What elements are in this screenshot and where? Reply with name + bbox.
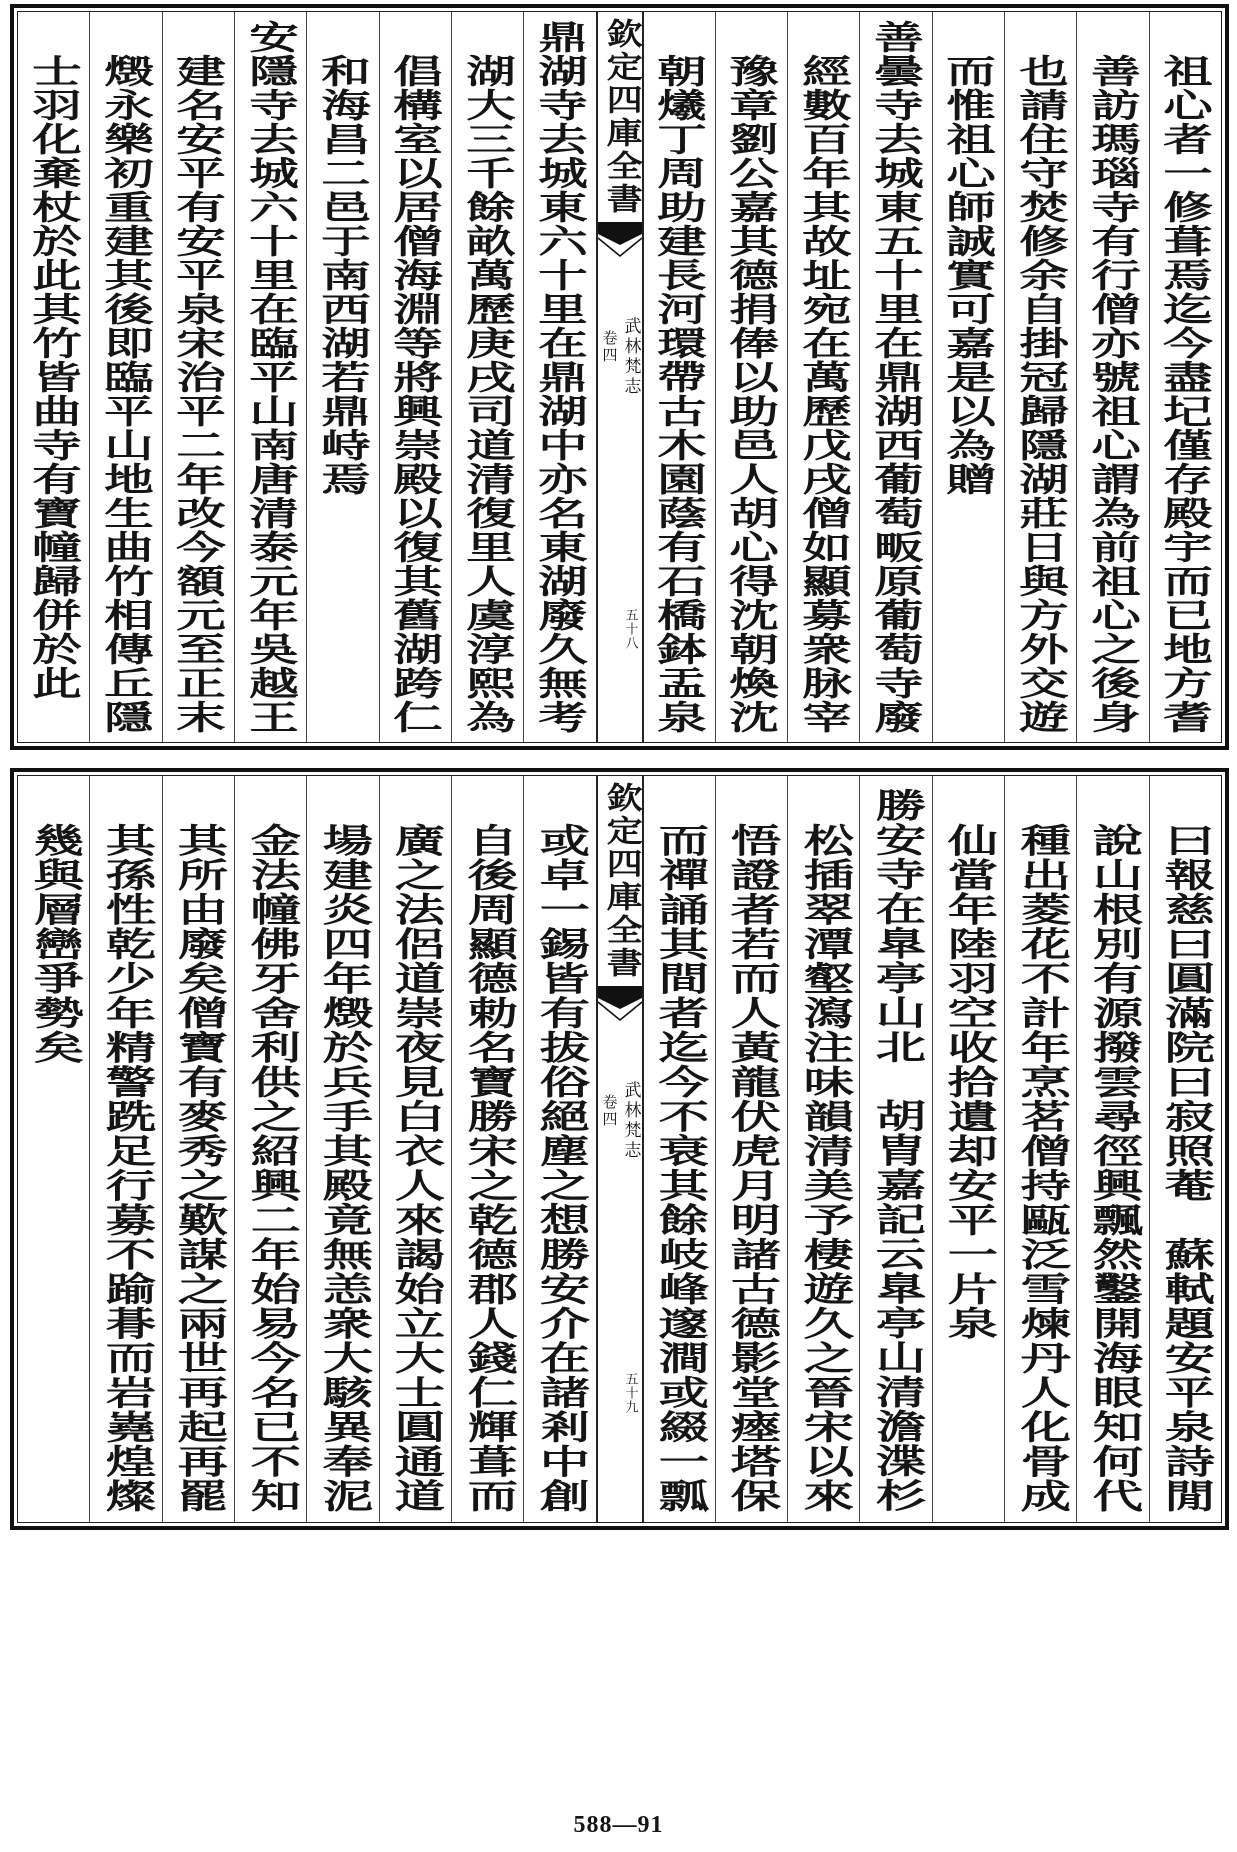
text-column (716, 776, 788, 1522)
text-column (18, 776, 90, 1522)
top-leaf-panel (10, 4, 1229, 750)
text-column (788, 12, 860, 742)
column-text: 勝安寺在臯亭山北 胡胄嘉記云臯亭山清澹渫杉 (867, 788, 926, 1513)
bottom-leaf-right-half (644, 776, 1222, 1522)
column-text: 其所由廢矣僧寶有麥秀之歎謀之兩世再起再罷 (169, 822, 228, 1513)
fold-leaf-number: 五十八 (622, 608, 638, 650)
column-text: 仙當年陸羽空收拾遺却安平一片泉 (939, 822, 999, 1340)
top-leaf-fold-center (596, 12, 644, 742)
text-column (307, 12, 379, 742)
text-column (90, 12, 162, 742)
column-text: 祖心者一修葺焉迄今盡圮僅存殿宇而已地方耆 (1156, 54, 1215, 734)
bottom-leaf-panel (10, 768, 1229, 1530)
text-column (1005, 776, 1077, 1522)
fold-book-title: 欽定四庫全書 (599, 18, 642, 216)
column-text: 金法幢佛牙舍利供之紹興二年始易今名已不知 (241, 822, 301, 1513)
text-column (90, 776, 162, 1522)
column-text: 廣之法侶道崇夜見白衣人來謁始立大士圓通道 (386, 822, 445, 1513)
text-column (380, 776, 452, 1522)
column-text: 說山根別有源撥雲尋徑興飄然鑿開海眼知何代 (1084, 822, 1143, 1513)
column-text: 豫章劉公嘉其德捐俸以助邑人胡心得沈朝煥沈 (722, 54, 781, 734)
text-column (1077, 776, 1149, 1522)
text-column (524, 776, 595, 1522)
bottom-leaf-fold-center (596, 776, 644, 1522)
column-text: 其孫性乾少年精警跣足行募不踰朞而岩嶤煌燦 (97, 822, 156, 1513)
column-text: 經數百年其故址宛在萬歷戊戌僧如顯募衆脉宰 (794, 54, 854, 734)
fold-volume: 卷四 (600, 1094, 619, 1128)
column-text: 或卓一錫皆有拔俗絕塵之想勝安介在諸剎中創 (530, 822, 590, 1513)
text-column (1150, 776, 1221, 1522)
column-text: 倡構室以居僧海淵等將興崇殿以復其舊湖跨仁 (385, 54, 445, 734)
fold-work-title: 武林梵志 (620, 1081, 641, 1161)
column-text: 朝爔丁周助建長河環帶古木園蔭有石橋鉢盂泉 (649, 54, 709, 734)
text-column (644, 776, 716, 1522)
column-text: 湖大三千餘畝萬歷庚戌司道清復里人虞淳熙為 (458, 54, 517, 734)
column-text: 建名安平有安平泉宋治平二年改今額元至正末 (169, 54, 228, 734)
bottom-leaf-frame (17, 775, 1222, 1523)
text-column (1005, 12, 1077, 742)
column-text: 而惟祖心師誠實可嘉是以為贈 (939, 54, 998, 496)
top-leaf-right-half (644, 12, 1222, 742)
entry-heading-column (235, 12, 307, 742)
text-column (380, 12, 452, 742)
bottom-leaf-left-half (18, 776, 596, 1522)
text-column (307, 776, 379, 1522)
column-text: 場建炎四年燬於兵手其殿竟無恙衆大駭異奉泥 (314, 822, 373, 1513)
fishtail-ornament-icon (598, 222, 642, 262)
text-column (235, 776, 307, 1522)
fishtail-ornament-icon (598, 986, 642, 1026)
column-text: 自後周顯德勅名寶勝宋之乾德郡人錢仁輝葺而 (458, 822, 518, 1513)
top-leaf-left-half (18, 12, 596, 742)
column-text: 士羽化棄杖於此其竹皆曲寺有寶幢歸併於此 (24, 54, 83, 700)
column-text: 善訪瑪瑙寺有行僧亦號祖心謂為前祖心之後身 (1083, 54, 1143, 734)
text-column (933, 776, 1005, 1522)
column-text: 悟證者若而人黃龍伏虎月明諸古德影堂瘞塔保 (722, 822, 782, 1513)
text-column (452, 12, 524, 742)
entry-heading-column (860, 776, 932, 1522)
text-column (1150, 12, 1221, 742)
fold-volume: 卷四 (600, 330, 619, 364)
top-leaf-frame (17, 11, 1222, 743)
text-column (1077, 12, 1149, 742)
column-text: 鼎湖寺去城東六十里在鼎湖中亦名東湖廢久無考 (530, 20, 590, 734)
entry-heading-column (524, 12, 595, 742)
fold-work-title: 武林梵志 (620, 317, 641, 397)
column-text: 安隱寺去城六十里在臨平山南唐清泰元年吳越王 (241, 20, 300, 734)
text-column (716, 12, 788, 742)
column-text: 松插翠潭壑瀉注味韻清美予棲遊久之晉宋以來 (794, 822, 854, 1513)
text-column (933, 12, 1005, 742)
column-text: 也請住守焚修余自掛冠歸隱湖莊日與方外交遊 (1011, 54, 1070, 734)
column-text: 幾與層巒爭勢矣 (24, 822, 84, 1064)
text-column (452, 776, 524, 1522)
column-text: 善曇寺去城東五十里在鼎湖西葡萄畈原葡萄寺廢 (866, 20, 926, 734)
text-column (163, 12, 235, 742)
column-text: 種出菱花不計年烹茗僧持甌泛雪煉丹人化骨成 (1011, 822, 1071, 1513)
text-column (18, 12, 90, 742)
column-text: 燬永樂初重建其後即臨平山地生曲竹相傳丘隱 (96, 54, 156, 734)
text-column (788, 776, 860, 1522)
text-column (163, 776, 235, 1522)
column-text: 而禪誦其間者迄今不衰其餘岐峰邃澗或綴一瓢 (650, 822, 709, 1513)
page-number: 588—91 (573, 1812, 664, 1838)
fold-leaf-number: 五十九 (622, 1372, 638, 1414)
text-column (644, 12, 716, 742)
column-text: 曰報慈曰圓滿院曰寂照菴 蘇軾題安平泉詩閒 (1156, 822, 1215, 1513)
fold-book-title: 欽定四庫全書 (599, 782, 642, 980)
entry-heading-column (860, 12, 932, 742)
column-text: 和海昌二邑于南西湖若鼎峙焉 (313, 54, 373, 496)
